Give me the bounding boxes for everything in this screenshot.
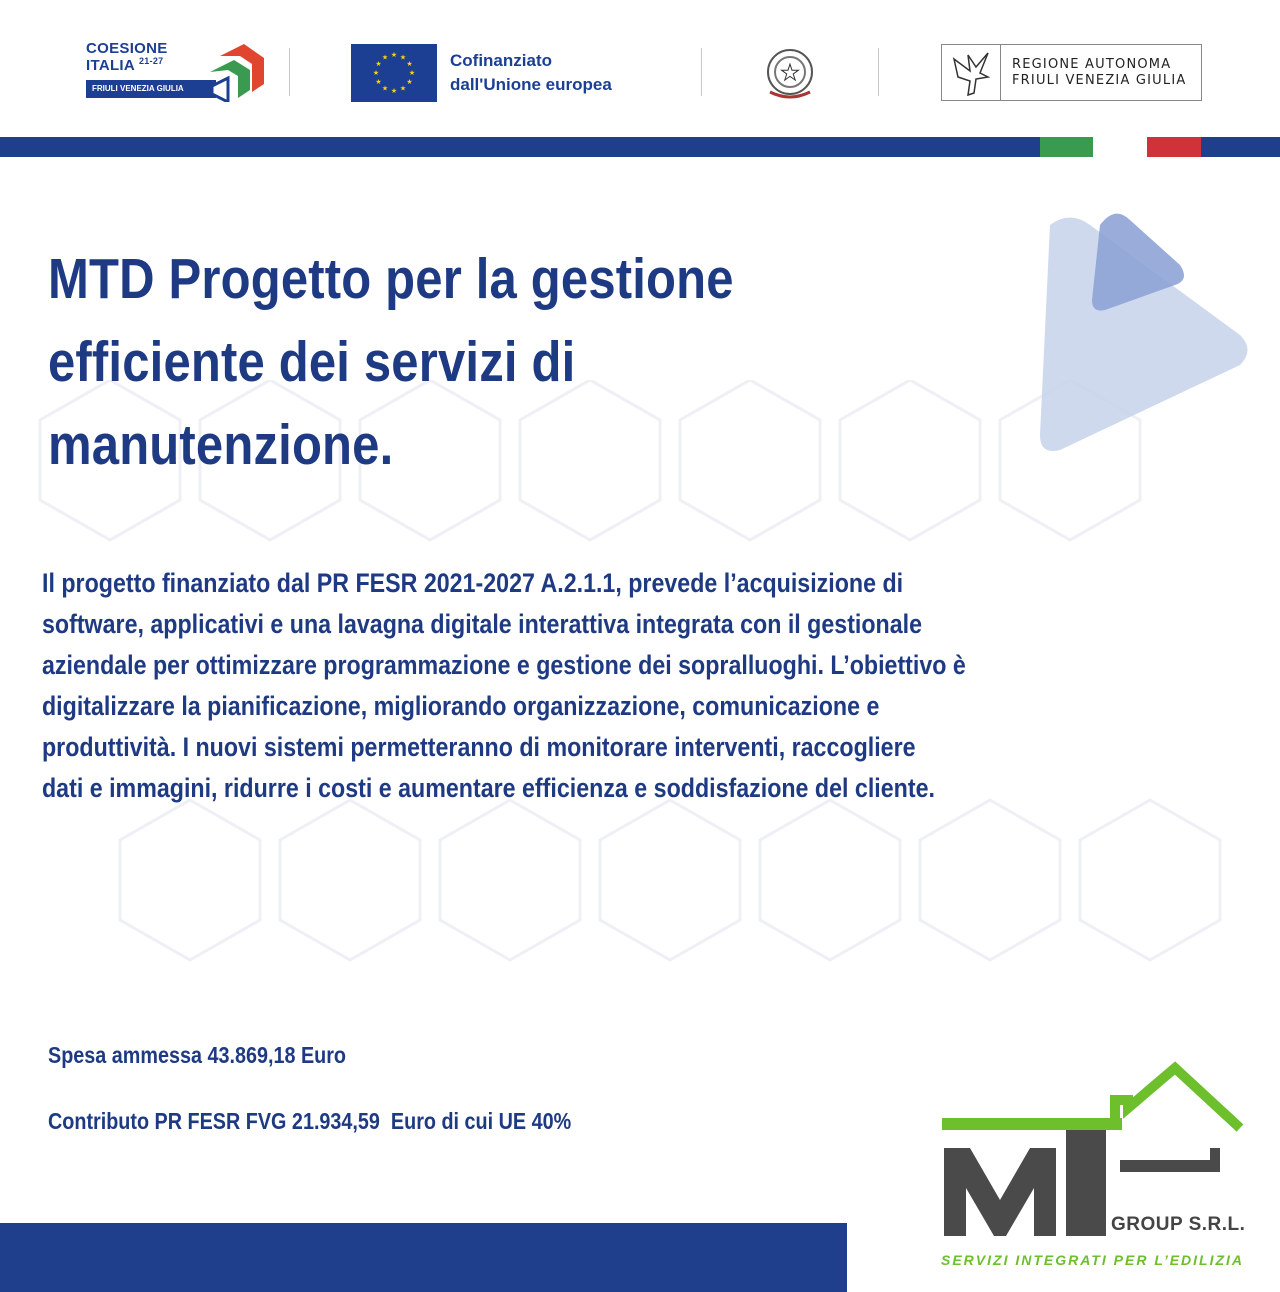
coesione-years: 21-27 — [138, 56, 164, 66]
svg-text:★: ★ — [375, 60, 382, 68]
description-line: produttività. I nuovi sistemi permetteranno di monitorare interventi, raccogliere — [42, 732, 916, 762]
description-line: digitalizzare la pianificazione, migliorando organizzazione, comunicazione e — [42, 691, 880, 721]
project-description — [42, 563, 1186, 809]
coesione-italia-logo — [86, 40, 266, 102]
mt-tagline: SERVIZI INTEGRATI PER L’EDILIZIA — [941, 1252, 1245, 1268]
header-separator — [701, 48, 702, 96]
regione-fvg-logo — [941, 44, 1202, 101]
title-line3: manutenzione. — [48, 413, 394, 477]
decorative-triangles — [1030, 205, 1255, 455]
region-line1: REGIONE AUTONOMA — [1012, 57, 1172, 72]
header — [0, 0, 1280, 137]
mt-group-name: GROUP S.R.L. — [1111, 1214, 1246, 1235]
svg-text:★: ★ — [408, 69, 416, 77]
title-line2: efficiente dei servizi di — [48, 330, 576, 394]
description-line: aziendale per ottimizzare programmazione e gestione dei sopralluoghi. L’obiettivo è — [42, 650, 966, 680]
svg-text:★: ★ — [381, 84, 389, 93]
title-line1: MTD Progetto per la gestione — [48, 247, 734, 311]
eagle-icon — [948, 49, 994, 97]
contributo-fesr: Contributo PR FESR FVG 21.934,59 Euro di cui UE 40% — [48, 1108, 572, 1134]
coesione-region: FRIULI VENEZIA GIULIA — [86, 80, 216, 98]
header-separator — [878, 48, 879, 96]
eu-cofinanced-text — [450, 49, 612, 97]
region-name — [1012, 57, 1186, 89]
svg-text:★: ★ — [399, 84, 407, 93]
spesa-ammessa: Spesa ammessa 43.869,18 Euro — [48, 1042, 347, 1068]
svg-text:★: ★ — [406, 78, 413, 86]
eu-flag-icon — [351, 44, 437, 102]
header-separator — [289, 48, 290, 96]
svg-text:★: ★ — [399, 53, 407, 62]
flag-stripe-white — [1093, 137, 1147, 157]
eu-line1: Cofinanziato — [450, 51, 552, 70]
region-divider — [1000, 45, 1001, 100]
description-line: Il progetto finanziato dal PR FESR 2021-2027 A.2.1.1, prevede l’acquisizione di — [42, 568, 904, 598]
svg-text:★: ★ — [406, 60, 413, 68]
page-title — [48, 238, 822, 487]
region-line2: FRIULI VENEZIA GIULIA — [1012, 73, 1187, 88]
svg-text:★: ★ — [375, 78, 382, 86]
svg-text:★: ★ — [372, 69, 380, 77]
eu-line2: dall'Unione europea — [450, 75, 612, 94]
coesione-arrows-icon — [206, 42, 268, 102]
coesione-line2: ITALIA $^{21-27}$ — [86, 56, 164, 74]
svg-text:★: ★ — [381, 53, 389, 62]
bottom-blue-bar — [0, 1223, 847, 1292]
description-line: dati e immagini, ridurre i costi e aumentare efficienza e soddisfazione del cliente. — [42, 773, 935, 803]
flag-stripe-red — [1147, 137, 1201, 157]
flag-stripe-green — [1040, 137, 1093, 157]
svg-text:★: ★ — [780, 61, 800, 86]
italian-emblem-icon — [760, 44, 820, 104]
svg-text:★: ★ — [390, 51, 398, 59]
coesione-line1: COESIONE — [86, 40, 168, 57]
svg-text:★: ★ — [390, 87, 398, 95]
description-line: software, applicativi e una lavagna digitale interattiva integrata con il gestionale — [42, 609, 923, 639]
